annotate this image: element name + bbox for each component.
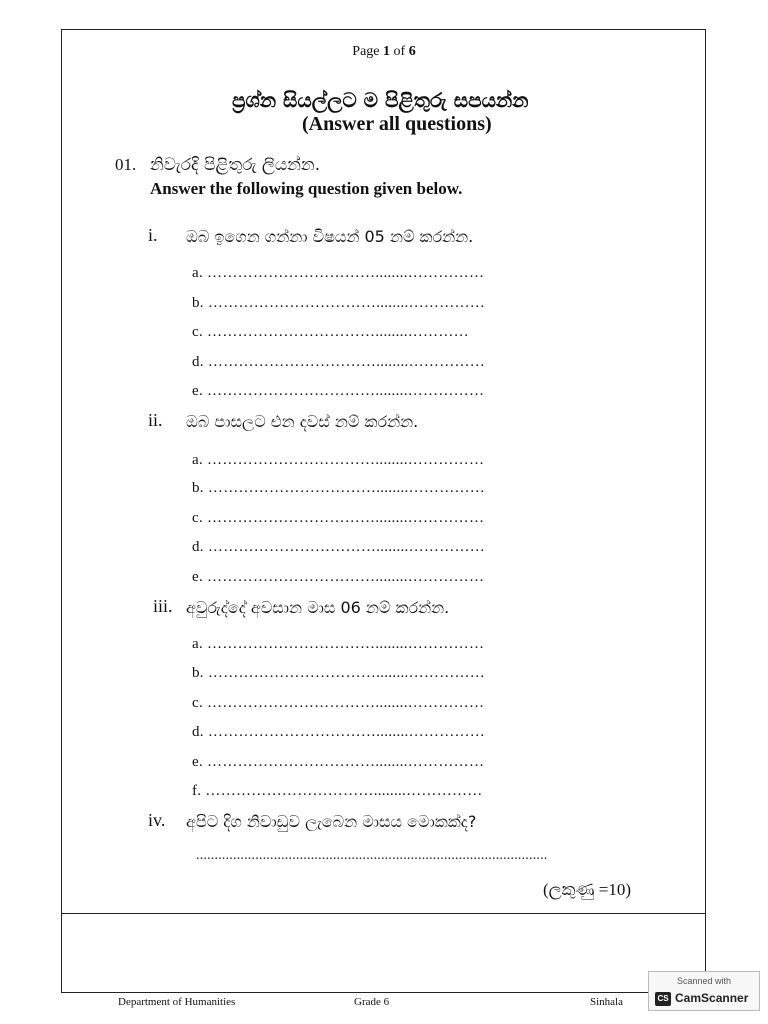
footer-subject: Sinhala	[590, 996, 623, 1008]
subq-2-roman: ii.	[148, 410, 163, 430]
subq-2-text: ඔබ පාසලට එන දවස් නම් කරන්න.	[186, 412, 419, 431]
marks-label: (ලකුණු =10)	[543, 880, 632, 899]
camscanner-logo-icon: CS	[655, 992, 671, 1006]
subq-2-line-a[interactable]: a. ……………………………........……………	[192, 452, 485, 468]
title-english: (Answer all questions)	[302, 113, 492, 135]
subq-1-line-a[interactable]: a. ……………………………........……………	[192, 265, 485, 281]
subq-2-line-e[interactable]: e. ……………………………........……………	[192, 569, 485, 585]
subq-3-roman: iii.	[153, 596, 173, 616]
subq-1-text: ඔබ ඉගෙන ගන්නා විෂයන් 05 නම් කරන්න.	[186, 227, 474, 246]
subq-4-roman: iv.	[148, 810, 166, 830]
subq-3-line-c[interactable]: c. ……………………………........……………	[192, 695, 485, 711]
subq-3-line-f[interactable]: f. ……………………………........……………	[192, 783, 483, 799]
subq-4-text: අපිට දිග නිවාඩුව ලැබෙන මාසය මොකක්ද?	[186, 812, 477, 831]
watermark-caption: Scanned with	[676, 976, 732, 986]
subq-3-line-b[interactable]: b. ……………………………........……………	[192, 665, 486, 681]
subq-2-line-c[interactable]: c. ……………………………........……………	[192, 510, 485, 526]
title-sinhala: ප්‍රශ්න සියල්ලට ම පිළිතුරු සපයන්න	[232, 88, 529, 112]
subq-1-line-d[interactable]: d. ……………………………........……………	[192, 354, 486, 370]
subq-3-line-d[interactable]: d. ……………………………........……………	[192, 724, 486, 740]
subq-1-roman: i.	[148, 225, 158, 245]
subq-3-text: අවුරුද්දේ අවසාන මාස 06 නම් කරන්න.	[186, 598, 450, 617]
bottom-rule	[61, 913, 706, 914]
subq-3-line-a[interactable]: a. ……………………………........……………	[192, 636, 485, 652]
subq-1-line-e[interactable]: e. ……………………………........……………	[192, 383, 485, 399]
subq-1-line-b[interactable]: b. ……………………………........……………	[192, 295, 486, 311]
camscanner-watermark	[648, 971, 760, 1011]
watermark-brand: CamScanner	[675, 991, 749, 1005]
page-number: Page 1 of 6	[352, 44, 416, 59]
question-english: Answer the following question given below.	[150, 179, 463, 198]
subq-2-line-d[interactable]: d. ……………………………........……………	[192, 539, 486, 555]
question-number: 01.	[115, 155, 137, 174]
footer-grade: Grade 6	[354, 996, 390, 1008]
question-sinhala: නිවැරදි පිළිතුරු ලියන්න.	[150, 155, 321, 175]
subq-3-line-e[interactable]: e. ……………………………........……………	[192, 754, 485, 770]
subq-4-answer-line[interactable]: ...............................................................................................	[196, 848, 548, 863]
footer-department: Department of Humanities	[118, 996, 236, 1008]
subq-2-line-b[interactable]: b. ……………………………........……………	[192, 480, 486, 496]
subq-1-line-c[interactable]: c. ……………………………........…………	[192, 324, 469, 340]
